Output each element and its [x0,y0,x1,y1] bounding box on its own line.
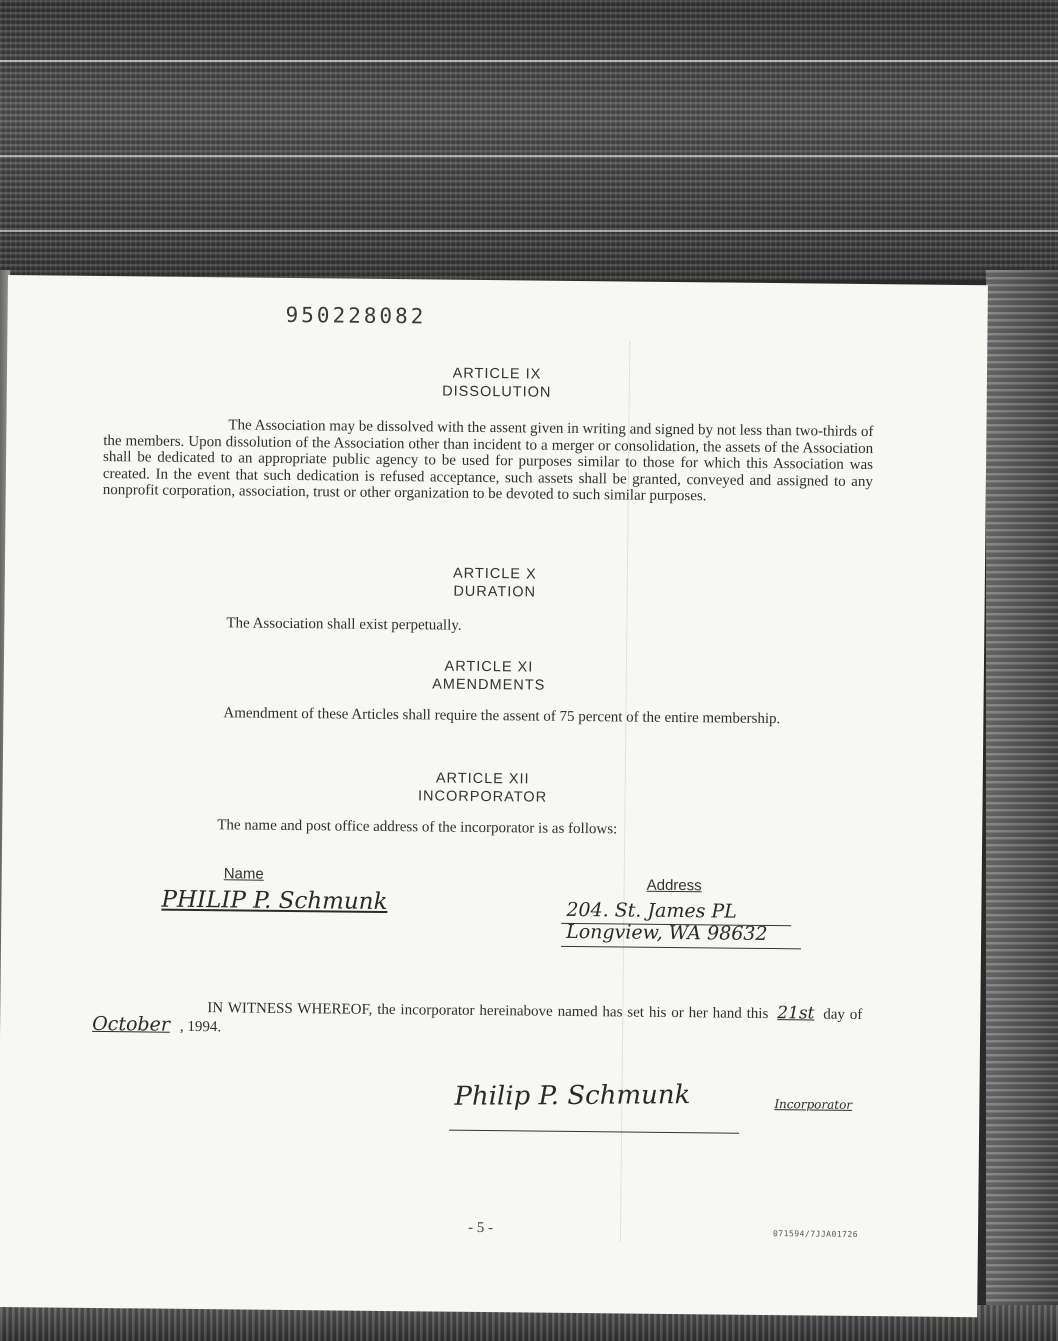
document-number: 950228082 [285,302,427,329]
scan-border-right [986,270,1058,1341]
witness-month-handwritten: October [92,1012,171,1036]
article-x-title: ARTICLE X [452,565,537,583]
article-xi-subtitle: AMENDMENTS [432,676,546,694]
address-line-2-rule [561,946,801,950]
witness-text-3: , 1994. [179,1018,222,1035]
document-page [0,275,988,1317]
article-ix-subtitle: DISSOLUTION [442,383,552,401]
scan-border-top [0,0,1058,280]
article-ix-body: The Association may be dissolved with the assent given in writing and signed by not less than two-thirds of the members. Upon dissolution of the Association other than incident to a merger or consolidation, the assets of the Association shall be dedicated to an appropriate public agency to be used for purposes similar to those for which this Association was created. In the event that such dedication is refused acceptance, such assets shall be granted, conveyed and assigned to any nonprofit corporation, association, trust or other organization to be devoted to such similar purposes. [102,417,874,505]
article-xii-subtitle: INCORPORATOR [417,788,548,806]
article-x-heading [295,563,695,603]
address-line-1-handwritten: 204. St. James PL [566,898,737,923]
signature-handwritten: Philip P. Schmunk [454,1080,691,1112]
signature-role-handwritten: Incorporator [774,1097,853,1112]
address-label: Address [646,876,702,895]
witness-text-2: day of [823,1006,863,1023]
name-label: Name [223,865,264,883]
article-xi-body: Amendment of these Articles shall require the assent of 75 percent of the entire membership. [223,705,781,728]
scan-streak [0,60,1058,62]
scan-streak [0,230,1058,232]
witness-text-1: IN WITNESS WHEREOF, the incorporator hereinabove named has set his or her hand this [207,1000,769,1023]
article-x-subtitle: DURATION [453,583,537,601]
scan-streak [0,155,1058,157]
document-code: 071594/7JJA01726 [772,1229,859,1239]
incorporator-name-handwritten: PHILIP P. Schmunk [161,886,388,916]
article-xi-title: ARTICLE XI [444,658,534,676]
page-number: - 5 - [467,1219,494,1237]
article-ix-heading [297,363,697,403]
article-xi-heading [289,656,689,696]
witness-clause [82,998,862,1042]
article-xii-title: ARTICLE XII [435,770,530,788]
address-line-2-handwritten: Longview, WA 98632 [566,920,768,945]
article-x-body: The Association shall exist perpetually. [226,615,462,634]
article-ix-title: ARTICLE IX [452,365,542,383]
witness-day-handwritten: 21st [777,1003,815,1024]
article-xii-body: The name and post office address of the incorporator is as follows: [217,817,618,838]
article-xii-heading [282,768,682,808]
signature-rule [449,1130,739,1134]
